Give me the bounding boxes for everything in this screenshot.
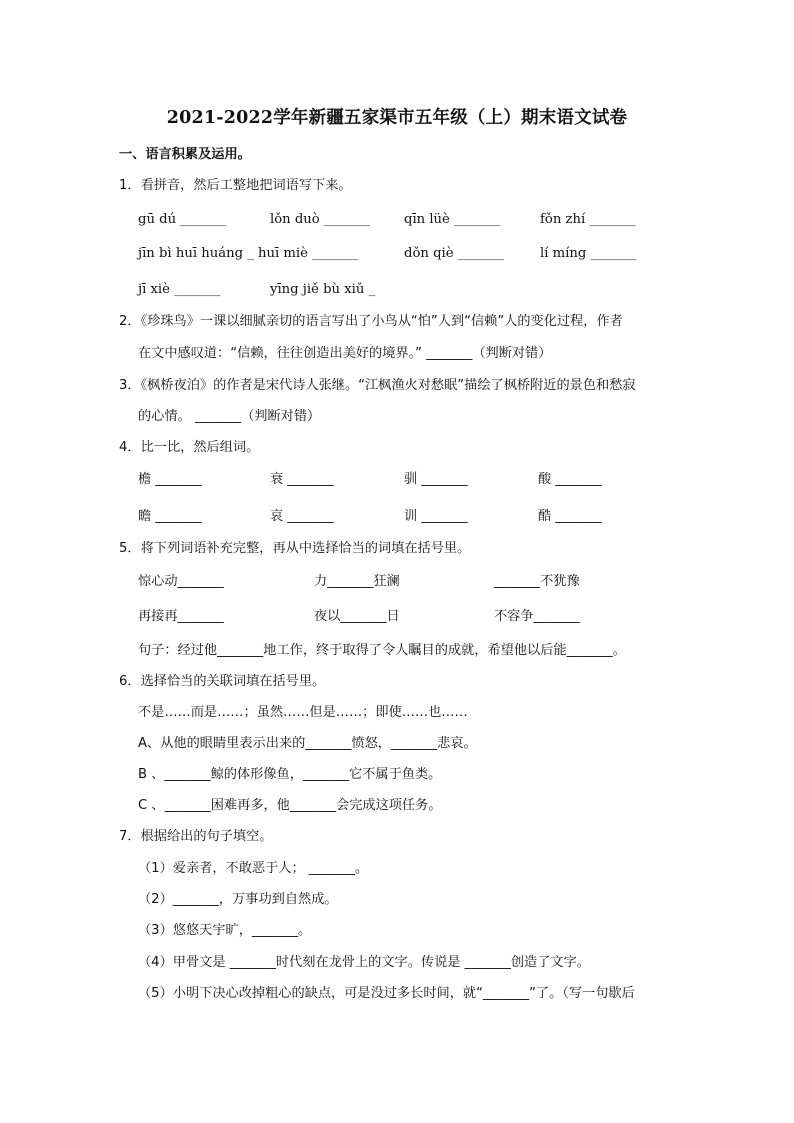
q7-item: （3）悠悠天宇旷，_______。 (138, 923, 312, 938)
q1-prompt: 1．看拼音，然后工整地把词语写下来。 (119, 178, 352, 193)
q1-item: lǒn duò _______ (270, 212, 371, 227)
q1-row-1 (138, 211, 698, 231)
q4-item: 瞻 _______ (138, 509, 202, 524)
q3-line-2: 的心情。 _______（判断对错） (138, 409, 321, 424)
q4-item: 哀 _______ (270, 509, 334, 524)
q5-item: 力_______狂澜 (314, 574, 400, 589)
q1-row-3 (138, 281, 698, 301)
q5-item: 不容争_______ (494, 609, 580, 624)
q1-item: qīn lüè _______ (404, 212, 501, 227)
q2-line-1: 2．《珍珠鸟》一课以细腻亲切的语言写出了小鸟从“怕”人到“信赖”人的变化过程，作者 (119, 314, 623, 329)
q1-item: yīng jiě bù xiǔ _ (270, 282, 376, 297)
q2-line-2: 在文中感叹道：“信赖，往往创造出美好的境界。” _______（判断对错） (138, 346, 552, 361)
q1-item: gū dú _______ (138, 212, 227, 227)
q1-item: jīn bì huī huáng _ huī miè _______ (138, 246, 359, 261)
q7-item: （1）爱亲者，不敢恶于人； _______。 (138, 861, 369, 876)
q1-item: lí míng _______ (540, 246, 637, 261)
exam-title: 2021-2022学年新疆五家渠市五年级（上）期末语文试卷 (166, 108, 628, 128)
q1-item: jī xiè _______ (138, 282, 221, 297)
q6-prompt: 6．选择恰当的关联词填在括号里。 (119, 674, 326, 689)
q6-item-b: B 、_______鲸的体形像鱼，_______它不属于鱼类。 (138, 767, 442, 782)
q3-line-1: 3．《枫桥夜泊》的作者是宋代诗人张继。“江枫渔火对愁眠”描绘了枫桥附近的景色和愁寂 (119, 378, 636, 393)
q4-item: 训 _______ (404, 509, 468, 524)
q5-sentence: 句子：经过他_______地工作，终于取得了令人瞩目的成就，希望他以后能_______。 (138, 643, 626, 658)
q4-row-1 (138, 471, 698, 491)
q5-item: 夜以_______日 (314, 609, 400, 624)
q4-item: 衰 _______ (270, 472, 334, 487)
q5-item: 惊心动_______ (138, 574, 224, 589)
q7-item: （4）甲骨文是 _______时代刻在龙骨上的文字。传说是 _______创造了文字。 (138, 955, 590, 970)
q5-item: 再接再_______ (138, 609, 224, 624)
q4-item: 驯 _______ (404, 472, 468, 487)
q7-item: （2）_______，万事功到自然成。 (138, 892, 338, 907)
section-1-heading: 一、语言积累及运用。 (119, 147, 251, 162)
q6-item-c: C 、_______困难再多，他_______会完成这项任务。 (138, 798, 442, 813)
q5-row-1 (138, 573, 698, 593)
q7-item: （5）小明下决心改掉粗心的缺点，可是没过多长时间，就“_______”了。（写一句歇后 (138, 986, 635, 1001)
q1-item: dǒn qiè _______ (404, 246, 504, 261)
q7-prompt: 7．根据给出的句子填空。 (119, 829, 273, 844)
q5-prompt: 5．将下列词语补充完整，再从中选择恰当的词填在括号里。 (119, 541, 471, 556)
q1-row-2 (138, 245, 698, 265)
q5-row-2 (138, 608, 698, 628)
q4-prompt: 4．比一比，然后组词。 (119, 440, 260, 455)
q4-item: 酸 _______ (538, 472, 602, 487)
q6-item-a: A、从他的眼睛里表示出来的_______愤怒，_______悲哀。 (138, 736, 477, 751)
q4-item: 檐 _______ (138, 472, 202, 487)
q1-item: fǒn zhí _______ (540, 212, 636, 227)
q5-item: _______不犹豫 (494, 574, 580, 589)
q6-options: 不是……而是……；虽然……但是……；即使……也…… (138, 705, 468, 720)
q4-row-2 (138, 508, 698, 528)
q4-item: 酷 _______ (538, 509, 602, 524)
